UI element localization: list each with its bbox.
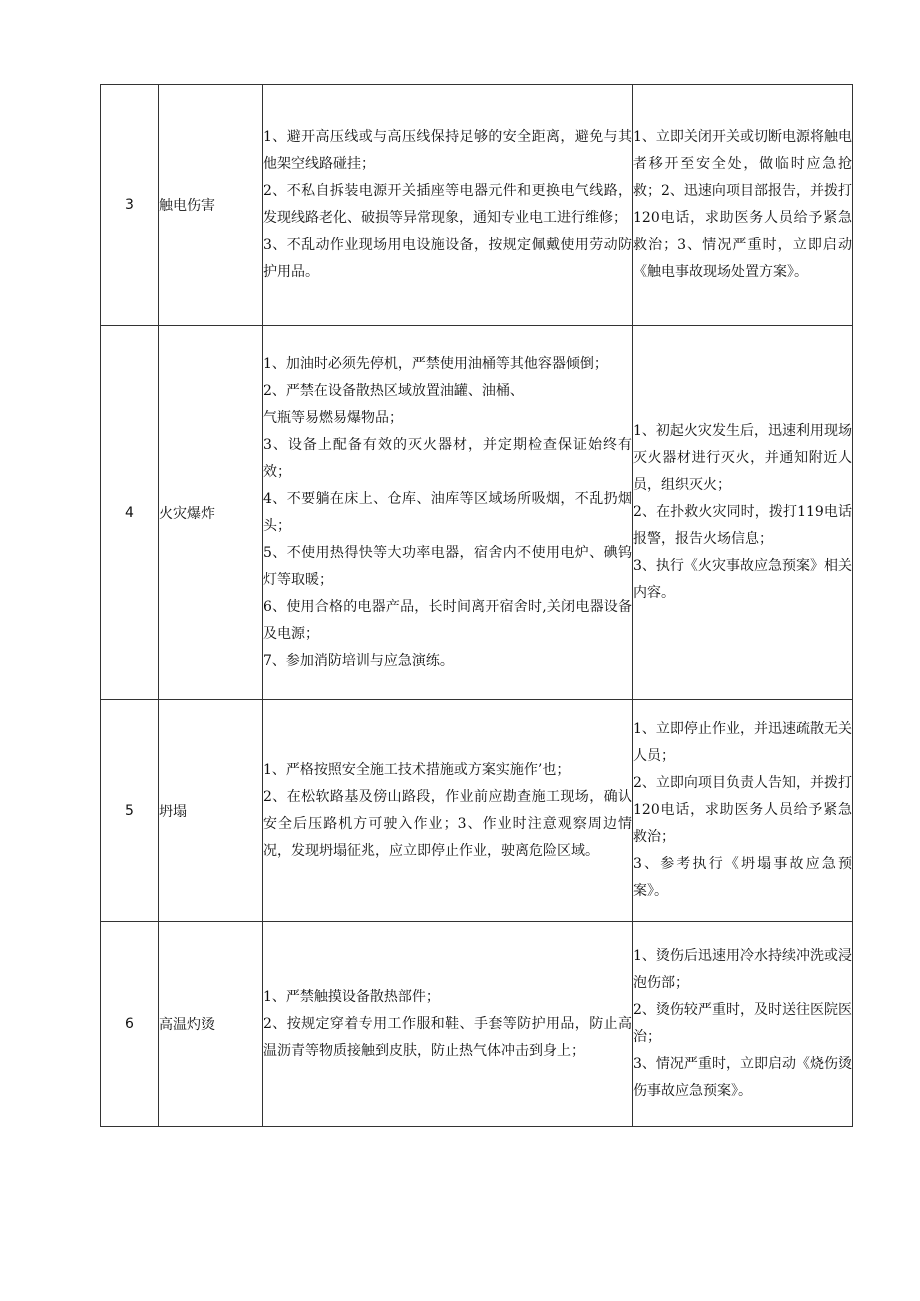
hazard-type: 高温灼烫 [159,922,263,1127]
table-row [101,326,853,700]
response-item: 1、立即停止作业，并迅速疏散无关人员； [633,721,852,764]
table-row [101,922,853,1127]
prevention-measures [263,85,633,326]
prevention-measures [263,700,633,922]
prevention-item: 1、严格按照安全施工技术措施或方案实施作’也； [263,761,571,778]
response-item: 1、初起火灾发生后，迅速利用现场灭火器材进行灭火，并通知附近人员，组织灭火； [633,423,852,493]
response-item: 2、在扑救火灾同时，拨打119电话报警，报告火场信息； [633,504,852,547]
prevention-item: 1、加油时必须先停机，严禁使用油桶等其他容器倾倒； [263,355,608,372]
response-item: 1、立即关闭开关或切断电源将触电者移开至安全处，做临时应急抢救；2、迅速向项目部报告，并拨打120电话，求助医务人员给予紧急救治；3、情况严重时，立即启动《触电事故现场处置方案》。 [633,129,852,280]
response-item: 3、情况严重时，立即启动《烧伤烫伤事故应急预案》。 [633,1056,852,1099]
hazard-type: 坍塌 [159,700,263,922]
row-number: 6 [101,922,159,1127]
prevention-item: 2、按规定穿着专用工作服和鞋、手套等防护用品，防止高温沥青等物质接触到皮肤，防止热气体冲击到身上； [263,1015,632,1059]
emergency-response [633,700,853,922]
emergency-response [633,922,853,1127]
response-item: 1、烫伤后迅速用冷水持续冲洗或浸泡伤部； [633,948,852,991]
response-item: 2、立即向项目负责人告知，并拨打120电话，求助医务人员给予紧急救治； [633,775,852,845]
prevention-item: 3、设备上配备有效的灭火器材，并定期检查保证始终有效； [263,436,632,480]
table-row [101,700,853,922]
table-row [101,85,853,326]
response-item: 3、参考执行《坍塌事故应急预案》。 [633,856,852,899]
prevention-item: 1、严禁触摸设备散热部件； [263,988,440,1005]
response-item: 3、执行《火灾事故应急预案》相关内容。 [633,558,852,601]
row-number: 3 [101,85,159,326]
prevention-measures [263,326,633,700]
prevention-item: 3、不乱动作业现场用电设施设备，按规定佩戴使用劳动防护用品。 [263,237,632,280]
prevention-measures [263,922,633,1127]
prevention-item: 1、避开高压线或与高压线保持足够的安全距离，避免与其他架空线路碰挂； [263,129,632,172]
prevention-item: 7、参加消防培训与应急演练。 [263,652,454,669]
prevention-item: 2、不私自拆装电源开关插座等电器元件和更换电气线路，发现线路老化、破损等异常现象，通知专业电工进行维修； [263,183,632,226]
hazard-table [100,84,853,1127]
prevention-item: 4、不要躺在床上、仓库、油库等区域场所吸烟，不乱扔烟头； [263,490,632,534]
row-number: 5 [101,700,159,922]
emergency-response [633,85,853,326]
hazard-type: 触电伤害 [159,85,263,326]
emergency-response [633,326,853,700]
row-number: 4 [101,326,159,700]
prevention-item: 6、使用合格的电器产品，长时间离开宿舍时,关闭电器设备及电源； [263,598,632,642]
prevention-item: 2、在松软路基及傍山路段，作业前应勘查施工现场，确认安全后压路机方可驶入作业；3、作业时注意观察周边情况，发现坍塌征兆，应立即停止作业，驶离危险区域。 [263,788,632,859]
prevention-item: 2、严禁在设备散热区域放置油罐、油桶、 [263,382,524,399]
prevention-item: 气瓶等易燃易爆物品； [263,409,403,426]
hazard-type: 火灾爆炸 [159,326,263,700]
prevention-item: 5、不使用热得快等大功率电器，宿舍内不使用电炉、碘钨灯等取暖； [263,544,632,588]
response-item: 2、烫伤较严重时，及时送往医院医治； [633,1002,852,1045]
